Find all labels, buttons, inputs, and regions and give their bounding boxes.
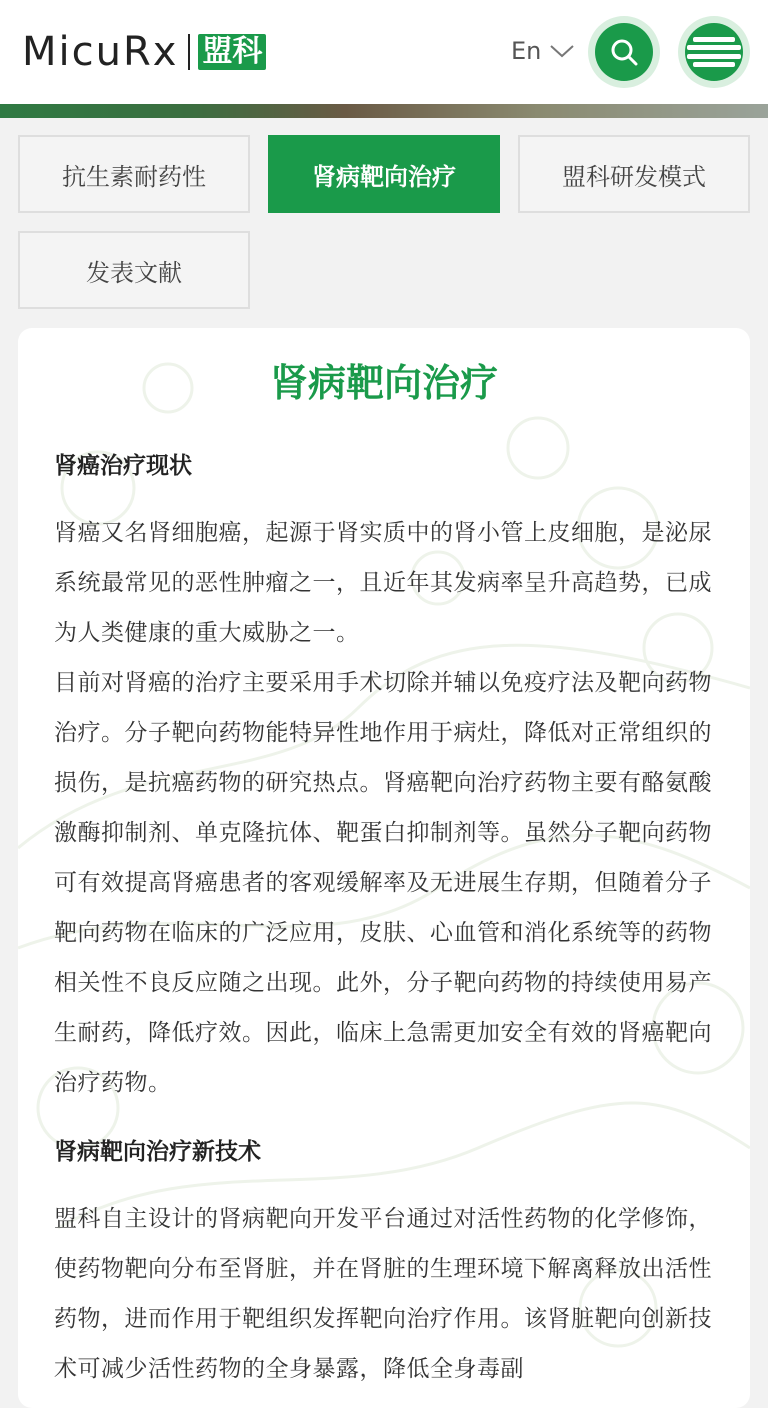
paragraph: 盟科自主设计的肾病靶向开发平台通过对活性药物的化学修饰，使药物靶向分布至肾脏，并在肾脏的生理环境下解离释放出活性药物，进而作用于靶组织发挥靶向治疗作用。该肾脏靶向创新技术可减少活性药物的全身暴露，降低全身毒副 — [54, 1206, 712, 1382]
language-switcher[interactable] — [511, 36, 575, 66]
search-icon — [609, 37, 639, 67]
language-label: En — [511, 37, 542, 65]
banner-image-strip — [0, 104, 768, 118]
section-heading: 肾癌治疗现状 — [54, 453, 192, 479]
page-title: 肾病靶向治疗 — [269, 361, 498, 405]
tab-kidney-targeted-therapy[interactable]: 肾病靶向治疗 — [268, 135, 500, 213]
paragraph: 目前对肾癌的治疗主要采用手术切除并辅以免疫疗法及靶向药物治疗。分子靶向药物能特异性地作用于病灶，降低对正常组织的损伤，是抗癌药物的研究热点。肾癌靶向治疗药物主要有酪氨酸激酶抑制剂、单克隆抗体、靶蛋白抑制剂等。虽然分子靶向药物可有效提高肾癌患者的客观缓解率及无进展生存期，但随着分子靶向药物在临床的广泛应用，皮肤、心血管和消化系统等的药物相关性不良反应随之出现。此外，分子靶向药物的持续使用易产生耐药，降低疗效。因此，临床上急需更加安全有效的肾癌靶向治疗药物。 — [54, 670, 712, 1096]
logo-cn-badge: 盟科 — [198, 34, 266, 70]
search-button[interactable] — [588, 16, 660, 88]
menu-button[interactable] — [678, 16, 750, 88]
tab-publications[interactable]: 发表文献 — [18, 231, 250, 309]
logo-text: MicuRx — [22, 29, 179, 75]
logo-divider — [188, 34, 190, 70]
section-heading: 肾病靶向治疗新技术 — [54, 1139, 261, 1165]
content-card — [18, 328, 750, 1408]
tab-antibiotic-resistance[interactable]: 抗生素耐药性 — [18, 135, 250, 213]
chevron-down-icon — [549, 43, 575, 59]
tab-rd-model[interactable]: 盟科研发模式 — [518, 135, 750, 213]
logo[interactable] — [22, 30, 266, 74]
site-header — [0, 0, 768, 104]
menu-icon — [687, 34, 741, 70]
paragraph: 肾癌又名肾细胞癌，起源于肾实质中的肾小管上皮细胞，是泌尿系统最常见的恶性肿瘤之一，且近年其发病率呈升高趋势，已成为人类健康的重大威胁之一。 — [54, 520, 712, 646]
